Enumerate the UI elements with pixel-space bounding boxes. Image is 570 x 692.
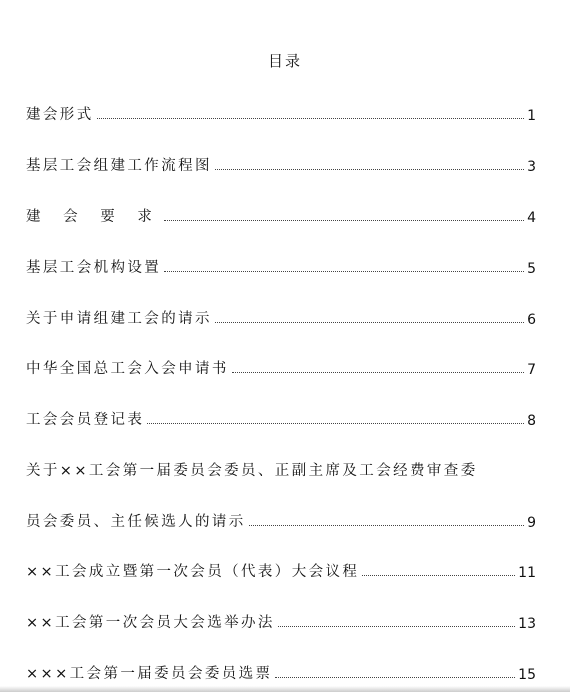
toc-entry-text: 关于申请组建工会的请示 — [26, 311, 212, 327]
dot-leader — [97, 118, 524, 119]
toc-page-number: 9 — [527, 515, 536, 531]
toc-entry-text: 中华全国总工会入会申请书 — [26, 361, 229, 377]
toc-page-number: 6 — [527, 312, 536, 328]
toc-entry-text: ××工会第一次会员大会选举办法 — [26, 615, 275, 631]
toc-entry-text: 基层工会组建工作流程图 — [26, 158, 212, 174]
toc-entry-9[interactable] — [26, 557, 536, 581]
toc-page-number: 7 — [527, 362, 536, 378]
dot-leader — [278, 626, 515, 627]
toc-entry-2[interactable] — [26, 151, 536, 175]
toc-entry-3[interactable] — [26, 202, 536, 226]
toc-title: 目录 — [267, 52, 302, 70]
toc-entry-8-line-2[interactable] — [26, 507, 536, 531]
toc-entry-8-line-1[interactable] — [26, 456, 536, 480]
dot-leader — [249, 525, 524, 526]
toc-page-number: 3 — [527, 159, 536, 175]
toc-entry-text: 基层工会机构设置 — [26, 260, 162, 276]
toc-page-number: 8 — [527, 413, 536, 429]
dot-leader — [232, 372, 524, 373]
toc-entry-1[interactable] — [26, 100, 536, 124]
dot-leader — [147, 423, 524, 424]
toc-entry-10[interactable] — [26, 608, 536, 632]
toc-entry-text: 建会形式 — [26, 107, 94, 123]
toc-entry-7[interactable] — [26, 405, 536, 429]
toc-entry-6[interactable] — [26, 354, 536, 378]
toc-entry-text: 建 会 要 求 — [26, 209, 161, 225]
toc-entry-5[interactable] — [26, 304, 536, 328]
toc-page-number: 11 — [518, 565, 536, 581]
dot-leader — [215, 169, 524, 170]
toc-entry-11[interactable] — [26, 659, 536, 683]
toc-page-number: 4 — [527, 210, 536, 226]
toc-entry-text: ××工会成立暨第一次会员（代表）大会议程 — [26, 564, 360, 580]
toc-page-number: 15 — [518, 667, 536, 683]
toc-entry-text: 关于××工会第一届委员会委员、正副主席及工会经费审查委 — [26, 463, 478, 479]
toc-entry-4[interactable] — [26, 253, 536, 277]
toc-entry-text: 员会委员、主任候选人的请示 — [26, 514, 246, 530]
page-bottom-edge — [0, 686, 570, 692]
toc-entry-text: ×××工会第一届委员会委员选票 — [26, 666, 273, 682]
dot-leader — [164, 271, 524, 272]
toc-entry-text: 工会会员登记表 — [26, 412, 145, 428]
dot-leader — [362, 575, 515, 576]
dot-leader — [164, 220, 524, 221]
dot-leader — [275, 677, 515, 678]
toc-page-number: 1 — [527, 108, 536, 124]
dot-leader — [215, 322, 524, 323]
toc-page-number: 13 — [518, 616, 536, 632]
toc-page-number: 5 — [527, 261, 536, 277]
